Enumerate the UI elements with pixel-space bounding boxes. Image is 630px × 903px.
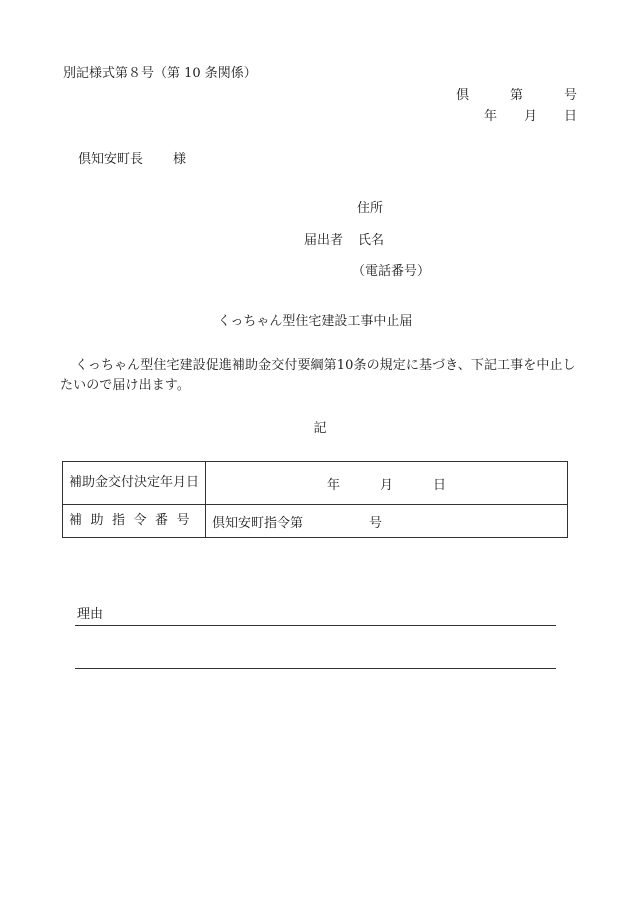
- permit-number-suffix: 号: [369, 515, 383, 531]
- document-date: [484, 109, 577, 125]
- document-title: くっちゃん型住宅建設工事中止届: [217, 314, 413, 329]
- doc-number-go: 号: [563, 88, 577, 103]
- grant-decision-date-field[interactable]: [206, 462, 568, 505]
- table-row: [63, 505, 568, 538]
- permit-number-field[interactable]: [206, 505, 568, 538]
- date-year-label: 年: [326, 477, 340, 493]
- body-paragraph: くっちゃん型住宅建設促進補助金交付要綱第10条の規定に基づき、下記工事を中止したいので届け出ます。: [60, 358, 576, 393]
- phone-label: （電話番号）: [352, 264, 431, 279]
- doc-number-dai: 第: [509, 88, 523, 103]
- doc-date-day: 日: [563, 109, 577, 124]
- grant-decision-date-label: 補助金交付決定年月日: [63, 462, 206, 505]
- date-day-label: 日: [433, 477, 447, 493]
- doc-number-prefix: 倶: [456, 88, 470, 103]
- doc-date-year: 年: [484, 109, 498, 124]
- addressee-name: 倶知安町長: [78, 152, 144, 167]
- reason-label: 理由: [77, 607, 104, 622]
- permit-number-label: 補助指令番号: [63, 505, 206, 538]
- notifier-role-label: 届出者: [304, 233, 344, 248]
- document-number: [456, 88, 577, 104]
- reason-line-1[interactable]: [75, 625, 556, 626]
- addressee: [78, 152, 186, 168]
- reason-line-2[interactable]: [75, 668, 556, 669]
- name-label: 氏名: [358, 233, 385, 248]
- address-label: 住所: [357, 201, 384, 216]
- table-row: [63, 462, 568, 505]
- form-number: 別記様式第８号（第 10 条関係）: [63, 66, 257, 81]
- permit-number-prefix: 倶知安町指令第: [212, 515, 304, 531]
- date-month-label: 月: [379, 477, 393, 493]
- addressee-honorific: 様: [173, 152, 187, 167]
- details-table: [62, 461, 568, 538]
- ki-heading: 記: [313, 421, 327, 436]
- doc-date-month: 月: [523, 109, 537, 124]
